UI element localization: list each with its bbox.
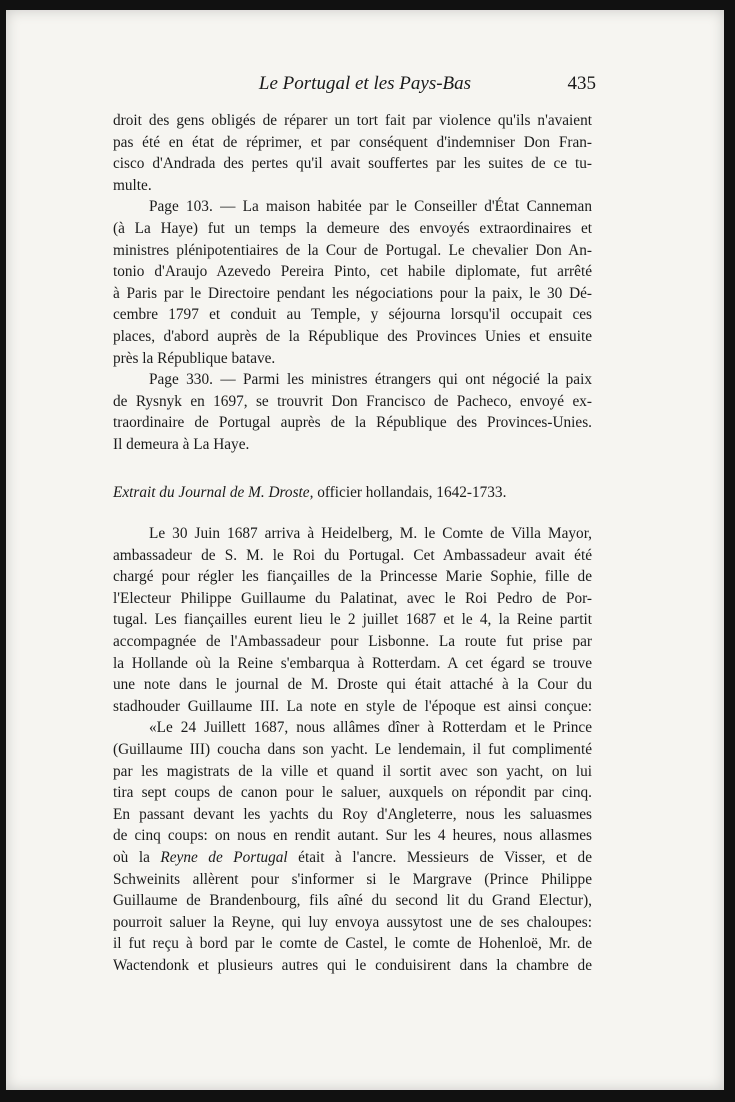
paragraph-3	[113, 369, 592, 455]
text-line: près la République batave.	[113, 349, 276, 367]
text-line: Il demeura à La Haye.	[113, 435, 250, 453]
text-line: ministres plénipotentiaires de la Cour de Portugal. Le chevalier Don An-	[113, 241, 592, 259]
text-line: par les magistrats de la ville et quand il sortit avec son yacht, on lui	[113, 762, 592, 780]
text-line: Guillaume de Brandenbourg, fils aîné du second lit du Grand Electur),	[113, 892, 592, 910]
text-line: pas été en état de réprimer, et par conséquent d'indemniser Don Fran-	[113, 133, 592, 151]
extract-heading-italic: Extrait du Journal de M. Droste,	[113, 483, 314, 501]
text-line: Le 30 Juin 1687 arriva à Heidelberg, M. le Comte de Villa Mayor,	[149, 525, 592, 543]
paragraph-2	[113, 196, 592, 369]
page-number: 435	[567, 73, 596, 94]
text-line: tonio d'Araujo Azevedo Pereira Pinto, cet habile diplomate, fut arrêté	[113, 263, 592, 281]
page-header	[6, 73, 724, 97]
book-page	[6, 10, 724, 1090]
text-fragment: était à l'ancre. Messieurs de Visser, et de	[287, 849, 592, 866]
text-line: Wactendonk et plusieurs autres qui le conduisirent dans la chambre de	[113, 956, 592, 974]
text-line: multe.	[113, 176, 152, 194]
text-line: cisco d'Andrada des pertes qu'il avait souffertes par les suites de ce tu-	[113, 155, 592, 173]
text-line: à Paris par le Directoire pendant les négociations pour la paix, le 30 Dé-	[113, 284, 592, 302]
text-line: accompagnée de l'Ambassadeur pour Lisbonne. La route fut prise par	[113, 633, 592, 651]
text-line: pourroit saluer la Reyne, qui luy envoya aussytost une de ses chaloupes:	[113, 913, 592, 931]
text-line: places, d'abord auprès de la République des Provinces Unies et ensuite	[113, 327, 592, 345]
text-line: Page 330. — Parmi les ministres étrangers qui ont négocié la paix	[149, 371, 592, 389]
text-line: traordinaire de Portugal auprès de la République des Provinces-Unies.	[113, 414, 592, 432]
body-text	[113, 110, 592, 977]
text-line: stadhouder Guillaume III. La note en style de l'époque est ainsi conçue:	[113, 697, 592, 715]
extract-heading	[113, 482, 592, 504]
text-line: chargé pour régler les fiançailles de la Princesse Marie Sophie, fille de	[113, 568, 592, 586]
text-line: de Rysnyk en 1697, se trouvrit Don Francisco de Pacheco, envoyé ex-	[113, 392, 592, 410]
text-line: Schweinits allèrent pour s'informer si le Margrave (Prince Philippe	[113, 870, 592, 888]
text-line	[113, 847, 592, 869]
text-line: En passant devant les yachts du Roy d'Angleterre, nous les saluasmes	[113, 805, 592, 823]
text-line	[113, 482, 592, 504]
text-line: Page 103. — La maison habitée par le Conseiller d'État Canneman	[149, 198, 592, 216]
text-line: cembre 1797 et conduit au Temple, y séjourna lorsqu'il occupait ces	[113, 306, 592, 324]
italic-fragment: Reyne de Portugal	[160, 849, 288, 866]
paragraph-1	[113, 110, 592, 196]
text-line: la Hollande où la Reine s'embarqua à Rotterdam. A cet égard se trouve	[113, 654, 592, 672]
text-line: une note dans le journal de M. Droste qui était attaché à la Cour du	[113, 676, 592, 694]
extract-heading-roman: officier hollandais, 1642-1733.	[313, 483, 507, 501]
paragraph-4	[113, 523, 592, 717]
text-line: droit des gens obligés de réparer un tort fait par violence qu'ils n'avaient	[113, 112, 592, 129]
text-line: tugal. Les fiançailles eurent lieu le 2 juillet 1687 et le 4, la Reine partit	[113, 611, 592, 629]
text-line: (Guillaume III) coucha dans son yacht. Le lendemain, il fut complimenté	[113, 741, 592, 759]
text-fragment: où la	[113, 849, 161, 866]
text-line: «Le 24 Juillett 1687, nous allâmes dîner à Rotterdam et le Prince	[149, 719, 592, 737]
text-line: de cinq coups: on nous en rendit autant. Sur les 4 heures, nous allasmes	[113, 827, 592, 845]
text-line: il fut reçu à bord par le comte de Castel, le comte de Hohenloë, Mr. de	[113, 935, 592, 953]
paragraph-5	[113, 717, 592, 976]
text-line: l'Electeur Philippe Guillaume du Palatinat, avec le Roi Pedro de Por-	[113, 589, 592, 607]
text-line: tira sept coups de canon pour le saluer, auxquels on répondit par cinq.	[113, 784, 592, 802]
text-line: (à La Haye) fut un temps la demeure des envoyés extraordinaires et	[113, 219, 592, 237]
text-line: ambassadeur de S. M. le Roi du Portugal. Cet Ambassadeur avait été	[113, 546, 592, 564]
running-title: Le Portugal et les Pays-Bas	[258, 73, 472, 94]
